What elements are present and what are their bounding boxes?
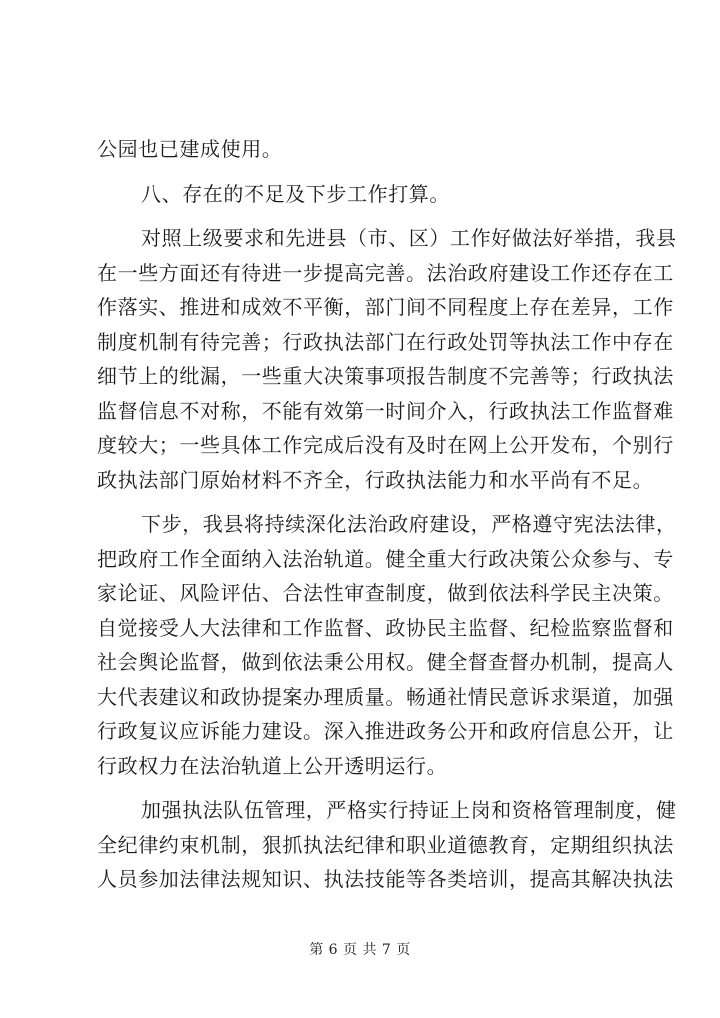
text-line: 制度机制有待完善；行政执法部门在行政处罚等执法工作中存在	[97, 329, 674, 354]
text-line: 八、存在的不足及下步工作打算。	[141, 181, 450, 206]
text-line: 人员参加法律法规知识、执法技能等各类培训，提高其解决执法	[97, 867, 674, 891]
paragraph-gap	[97, 167, 637, 177]
paragraph-gap	[97, 783, 637, 793]
paragraph-team-management	[97, 793, 677, 897]
paragraph-gap	[97, 211, 637, 221]
paragraph-gap	[97, 497, 637, 507]
text-line: 公园也已建成使用。	[97, 137, 283, 161]
text-line: 加强执法队伍管理，严格实行持证上岗和资格管理制度，健	[141, 798, 677, 822]
text-line: 作落实、推进和成效不平衡，部门间不同程度上存在差异，工作	[97, 295, 674, 319]
paragraph-shortcomings	[97, 221, 677, 497]
text-line: 细节上的纰漏，一些重大决策事项报告制度不完善等；行政执法	[97, 364, 674, 388]
text-line: 监督信息不对称，不能有效第一时间介入，行政执法工作监督难	[97, 398, 674, 423]
paragraph-continuation	[97, 132, 637, 167]
page-number-footer: 第 6 页 共 7 页	[309, 942, 411, 958]
text-line: 全纪律约束机制，狠抓执法纪律和职业道德教育，定期组织执法	[97, 832, 674, 857]
document-body	[97, 132, 677, 897]
text-line: 社会舆论监督，做到依法秉公用权。健全督查督办机制，提高人	[97, 650, 674, 674]
text-line: 行政复议应诉能力建设。深入推进政务公开和政府信息公开，让	[97, 719, 674, 743]
text-line: 度较大；一些具体工作完成后没有及时在网上公开发布，个别行	[97, 433, 674, 457]
text-line: 把政府工作全面纳入法治轨道。健全重大行政决策公众参与、专	[97, 546, 674, 571]
text-line: 政执法部门原始材料不齐全，行政执法能力和水平尚有不足。	[97, 467, 654, 492]
text-line: 家论证、风险评估、合法性审查制度，做到依法科学民主决策。	[97, 581, 674, 605]
text-line: 在一些方面还有待进一步提高完善。法治政府建设工作还存在工	[97, 260, 674, 285]
text-line: 自觉接受人大法律和工作监督、政协民主监督、纪检监察监督和	[97, 615, 674, 640]
paragraph-next-steps	[97, 507, 677, 783]
section-heading	[97, 177, 637, 212]
text-line: 行政权力在法治轨道上公开透明运行。	[97, 753, 448, 778]
text-line: 对照上级要求和先进县（市、区）工作好做法好举措，我县	[141, 226, 677, 250]
text-line: 下步，我县将持续深化法治政府建设，严格遵守宪法法律，	[141, 512, 677, 536]
text-line: 大代表建议和政协提案办理质量。畅通社情民意诉求渠道，加强	[97, 684, 674, 709]
